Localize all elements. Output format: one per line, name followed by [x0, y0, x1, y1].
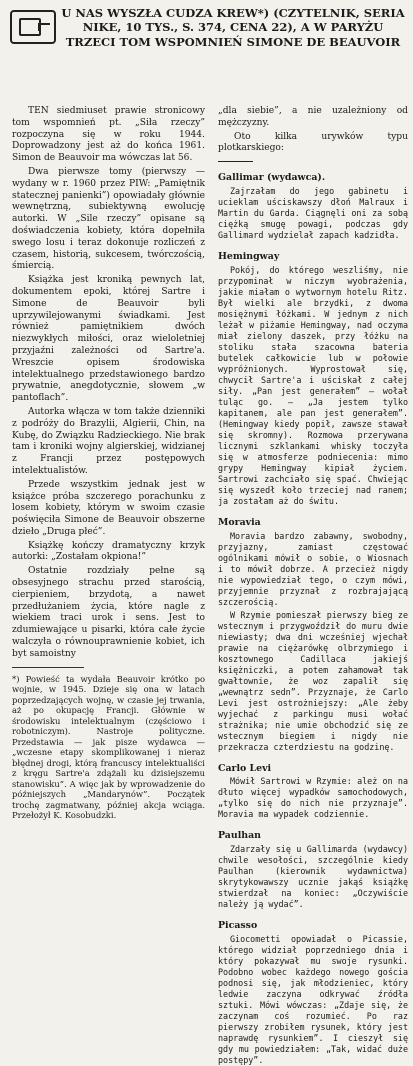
section-heading-carlo-levi: Carlo Levi: [218, 762, 272, 774]
section-text-carlo-levi: Mówił Sartrowi w Rzymie: ależ on na dłuto więcej wypadków samochodowych, „tylko się do nich nie przyznaje”. Moravia ma wypadek codziennie.: [218, 776, 408, 820]
right-column: [218, 106, 408, 1065]
article-header: [10, 6, 408, 100]
section-heading-paulhan: Paulhan: [218, 830, 261, 842]
section-text-paulhan: Zdarzały się u Gallimarda (wydawcy) chwile wesołości, szczególnie kiedy Paulhan (kierownik wydawnictwa) skrytykowawszy ucznie jakąś książkę stwierdzał na koniec: „Oczywiście należy ją wydać”.: [218, 844, 408, 910]
section-heading-moravia: Moravia: [218, 516, 261, 528]
section-heading-gallimar: Gallimar (wydawca).: [218, 172, 326, 184]
paragraph-6: Książkę kończy dramatyczny krzyk autorki: „Zostałam okpiona!”: [12, 540, 205, 563]
section-divider: [218, 161, 253, 162]
intro-text-2: Oto kilka urywków typu plotkarskiego:: [218, 131, 408, 154]
section-text-picasso: Giocometti opowiadał o Picassie, którego widział poprzedniego dnia i który pokazywał mu swoje rysunki. Podobno wobec każdego nowego gościa podnosi się, jak młodzieniec, który ledwie zaczyna odkrywać źródła sztuki. Mówi wówczas: „Zdaje się, że zaczynam coś rozumieć. Po raz pierwszy zrobiłem rysunek, który jest naprawdę rysunkiem”. I cieszył się gdy mu powiedziałem: „Tak, widać duże postępy”.: [218, 933, 408, 1065]
footnote: *) Powieść ta wydała Beauvoir krótko po wojnie, w 1945. Dzieje się ona w latach poprzedzających wojnę, w czasie jej trwania, aż po okupację Francji. Głównie w środowisku intelektualnym (częściowo i robotniczym). Nastroje polityczne. Przedstawia — jak pisze wydawca — „wczesne etapy skomplikowanej i nieraz błędnej drogi, którą francuscy intelektualiści z kręgu Sartre'a zdążali ku dzisiejszemu stanowisku”. A więc jak by wprowadzenie do późniejszych „Mandarynów”. Początek trochę zagmatwany, później akcja wciąga. Przełożył K. Kosobudzki.: [12, 673, 205, 821]
section-text-moravia-2: W Rzymie pomieszał pierwszy bieg ze wstecznym i przygwoździł do muru dwie niewiasty; dwa dni wcześniej wjechał prawie na ciężarówkę olbrzymiego i kosztownego Cadillaca jakiejś księżniczki, a potem zahamował tak gwałtownie, że woz zapalił się „wewnątrz sedn”. Przyznaje, że Carlo Levi jest ostrożniejszy: „Ale żeby wyjechać z parkingu musi wołać strażnika; nie umie obchodzić się ze wstecznym biegiem i nigdy nie przekracza czterdziestu na godzinę.: [218, 609, 408, 752]
paragraph-4: Autorka włącza w tom także dzienniki z podróży do Brazylii, Algierii, Chin, na Kubę, do Związku Radzieckiego. Nie brak tam i kroniki wojny algierskiej, widzianej z Francji przez postępowych intelektualistów.: [12, 406, 205, 476]
left-column: [12, 106, 205, 821]
intro-text: „dla siebie”, a nie uzależniony od mężczyzny.: [218, 106, 408, 128]
article-title: U NAS WYSZŁA CUDZA KREW*) (CZYTELNIK, SERIA NIKE, 10 TYS., S. 374, CENA 22), A W PARYŻU TRZECI TOM WSPOMNIEŃ SIMONE DE BEAUVOIR: [61, 6, 405, 49]
section-text-gallimar: Zajrzałam do jego gabinetu i ucieklam uściskawszy dłoń Malraux i Martin du Garda. Ciągnęli oni za sobą ciężką smugę powagi, podczas gdy Gallimard wydzielał zapach kadzidła.: [218, 185, 408, 240]
section-text-moravia: Moravia bardzo zabawny, swobodny, przyjazny, zamiast częstować ogólnikami mówił o sobie, o Wiosnach i to mówił dobrze. A przecież nigdy nie wypowiedział tego, o czym mówi, przyjemnie przyznał z rozbrajającą szczerością.: [218, 530, 408, 607]
paragraph-1: TEN siedmiuset prawie stronicowy tom wspomnień pt. „Siła rzeczy” rozpoczyna się w roku 1944. Doprowadzony jest aż do końca 1961. Simon de Beauvoir ma wówczas lat 56.: [12, 106, 205, 164]
newspaper-icon: [10, 10, 56, 44]
paragraph-2: Dwa pierwsze tomy (pierwszy — wydany w r. 1960 przez PIW: „Pamiętnik statecznej panienki”) opowiadały głównie wewnętrzną, subiektywną ewolucję autorki. W „Sile rzeczy” opisane są doświadczenia kobiety, która dopełniła swego losu i teraz dokonuje rozliczeń z czasem, historią, sukcesem, twórczością, śmiercią.: [12, 166, 205, 272]
paragraph-5: Przede wszystkim jednak jest w książce próba szczerego porachunku z losem kobiety, którym w swoim czasie poświęciła Simone de Beauvoir obszerne dzieło „Druga płeć”.: [12, 479, 205, 537]
section-heading-picasso: Picasso: [218, 920, 258, 932]
paragraph-3: Książka jest kroniką pewnych lat, dokumentem epoki, której Sartre i Simone de Beauvoir byli uprzywilejowanymi świadkami. Jest również pamiętnikiem dwóch niezwykłych miłości, oraz wieloletniej przyjaźni zależności od Sartre'a. Wreszcie opisem środowiska intelektualnego przedstawionego bardzo prywatnie, anegdotycznie, słowem „w pantoflach”.: [12, 275, 205, 404]
footnote-divider: [12, 667, 84, 668]
paragraph-7: Ostatnie rozdziały pełne są obsesyjnego strachu przed starością, cierpieniem, brzydotą, a nawet przedłużaniem życia, które nagle z wiekiem traci urok i sens. Jest to zdumiewające u pisarki, która całe życie walczyła o równouprawnienie kobiet, ich byt samoistny: [12, 566, 205, 659]
section-heading-hemingway: Hemingway: [218, 250, 280, 262]
section-text-hemingway: Pokój, do którego weszliśmy, nie przypominał w niczym wyobrażenia, jakie miałam o wytwornym hotelu Ritz. Był wielki ale brzydki, z dwoma mosiężnymi łóżkami. W jednym z nich leżał w piżamie Hemingway, nad oczyma miał zielony daszek, przy łóżku na stoliku stała szacowna bateria butelek całkowicie lub w połowie wypróżnionych. Wyprostował się, chwycił Sartre'a i uściskał z całej siły. „Pan jest generałem” — wołał tuląc go. — „Ja jestem tylko kapitanem, ale pan jest generałem”. (Hemingway kiedy popił, zawsze stawał się skromny). Rozmowa przerywana licznymi szklankami whisky toczyła się w atmosferze podniecenia: mimo grypy Hemingway kipiał życiem. Sartrowi zachciało się spać. Chwiejąc się wyszedł koło trzeciej nad ranem; ja zostałam aż do świtu.: [218, 264, 408, 506]
